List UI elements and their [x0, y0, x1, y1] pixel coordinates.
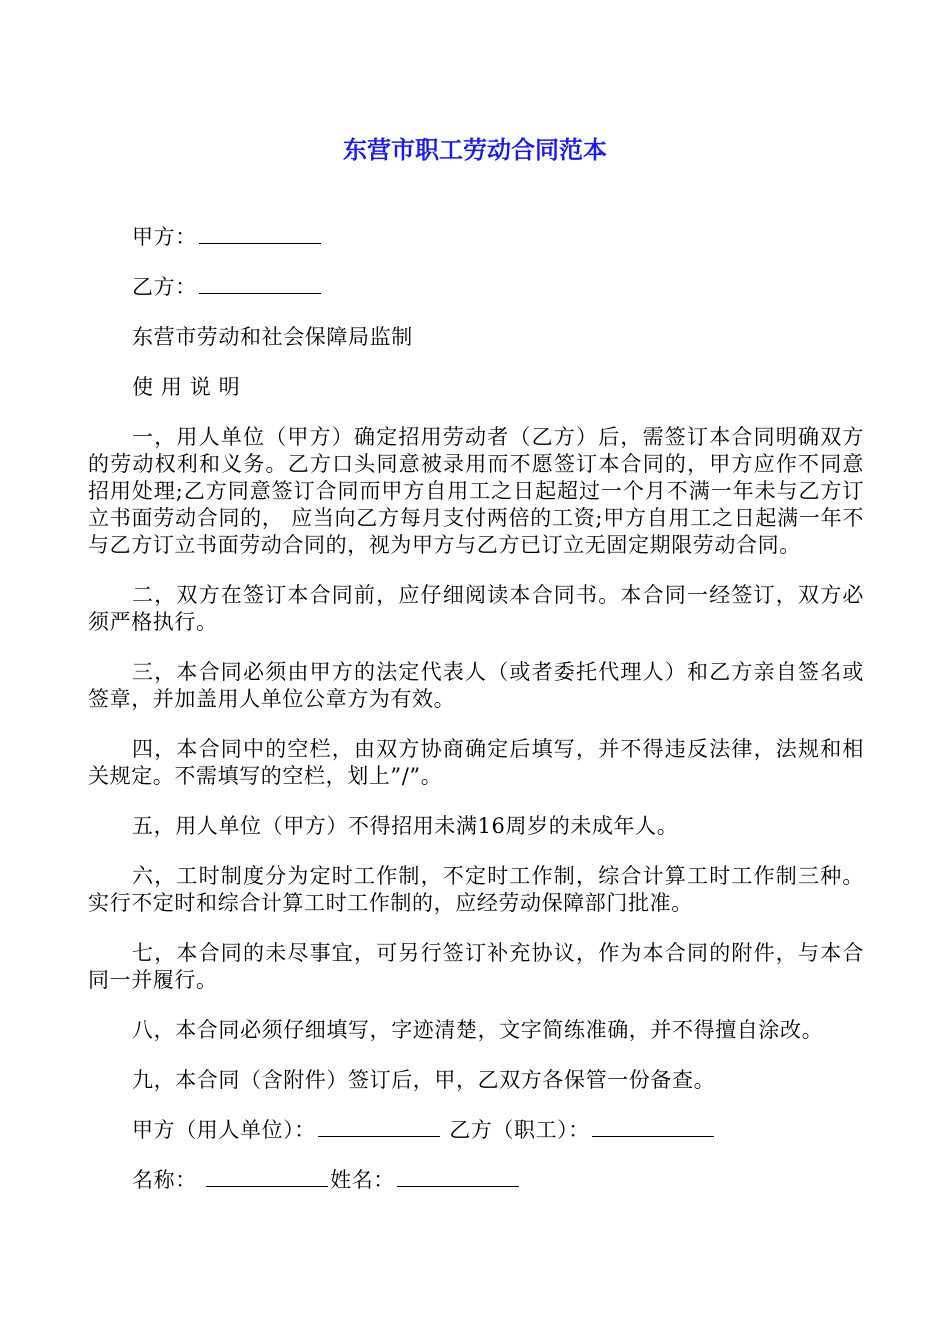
person-name-label: 姓名：: [330, 1168, 395, 1192]
instruction-item-3: 三，本合同必须由甲方的法定代表人（或者委托代理人）和乙方亲自签名或签章，并加盖用人单位公章方为有效。: [88, 660, 864, 711]
sign-party-b-blank: [592, 1117, 714, 1137]
signature-names-line: [88, 1167, 864, 1194]
instruction-item-1: 一，用人单位（甲方）确定招用劳动者（乙方）后，需签订本合同明确双方的劳动权利和义务。乙方口头同意被录用而不愿签订本合同的，甲方应作不同意招用处理;乙方同意签订合同而甲方自用工之日起超过一个月不满一年未与乙方订立书面劳动合同的， 应当向乙方每月支付两倍的工资;甲方自用工之日起满一年不与乙方订立书面劳动合同的，视为甲方与乙方已订立无固定期限劳动合同。: [88, 425, 864, 557]
person-name-blank: [397, 1167, 519, 1187]
sign-party-a-label: 甲方（用人单位）：: [132, 1118, 316, 1142]
supervisor-line: 东营市劳动和社会保障局监制: [132, 325, 413, 349]
instruction-item-4: 四，本合同中的空栏，由双方协商确定后填写，并不得违反法律，法规和相关规定。不需填写的空栏，划上”/”。: [88, 737, 864, 788]
name-blank: [206, 1167, 328, 1187]
party-b-label: 乙方：: [132, 275, 197, 299]
party-b-line: [88, 274, 864, 301]
signature-parties-line: [88, 1117, 864, 1144]
instruction-item-6: 六，工时制度分为定时工作制，不定时工作制，综合计算工时工作制三种。实行不定时和综合计算工时工作制的，应经劳动保障部门批准。: [88, 864, 864, 915]
instruction-item-7: 七，本合同的未尽事宜，可另行签订补充协议，作为本合同的附件，与本合同一并履行。: [88, 941, 864, 992]
document-body: [88, 224, 864, 1217]
party-a-line: [88, 224, 864, 251]
instruction-item-9: 九，本合同（含附件）签订后，甲，乙双方各保管一份备查。: [132, 1068, 716, 1092]
instruction-item-8: 八，本合同必须仔细填写，字迹清楚，文字简练准确，并不得擅自涂改。: [132, 1018, 824, 1042]
instructions-heading: 使 用 说 明: [132, 375, 241, 399]
party-b-blank: [199, 274, 321, 294]
party-a-label: 甲方：: [132, 225, 197, 249]
party-a-blank: [199, 224, 321, 244]
sign-party-a-blank: [318, 1117, 440, 1137]
name-label: 名称：: [132, 1168, 197, 1192]
sign-party-b-label: 乙方（职工）：: [449, 1118, 590, 1142]
instruction-item-2: 二，双方在签订本合同前，应仔细阅读本合同书。本合同一经签订，双方必须严格执行。: [88, 583, 864, 634]
instruction-item-5: 五，用人单位（甲方）不得招用未满16周岁的未成年人。: [132, 814, 679, 838]
document-title: 东营市职工劳动合同范本: [343, 136, 607, 164]
